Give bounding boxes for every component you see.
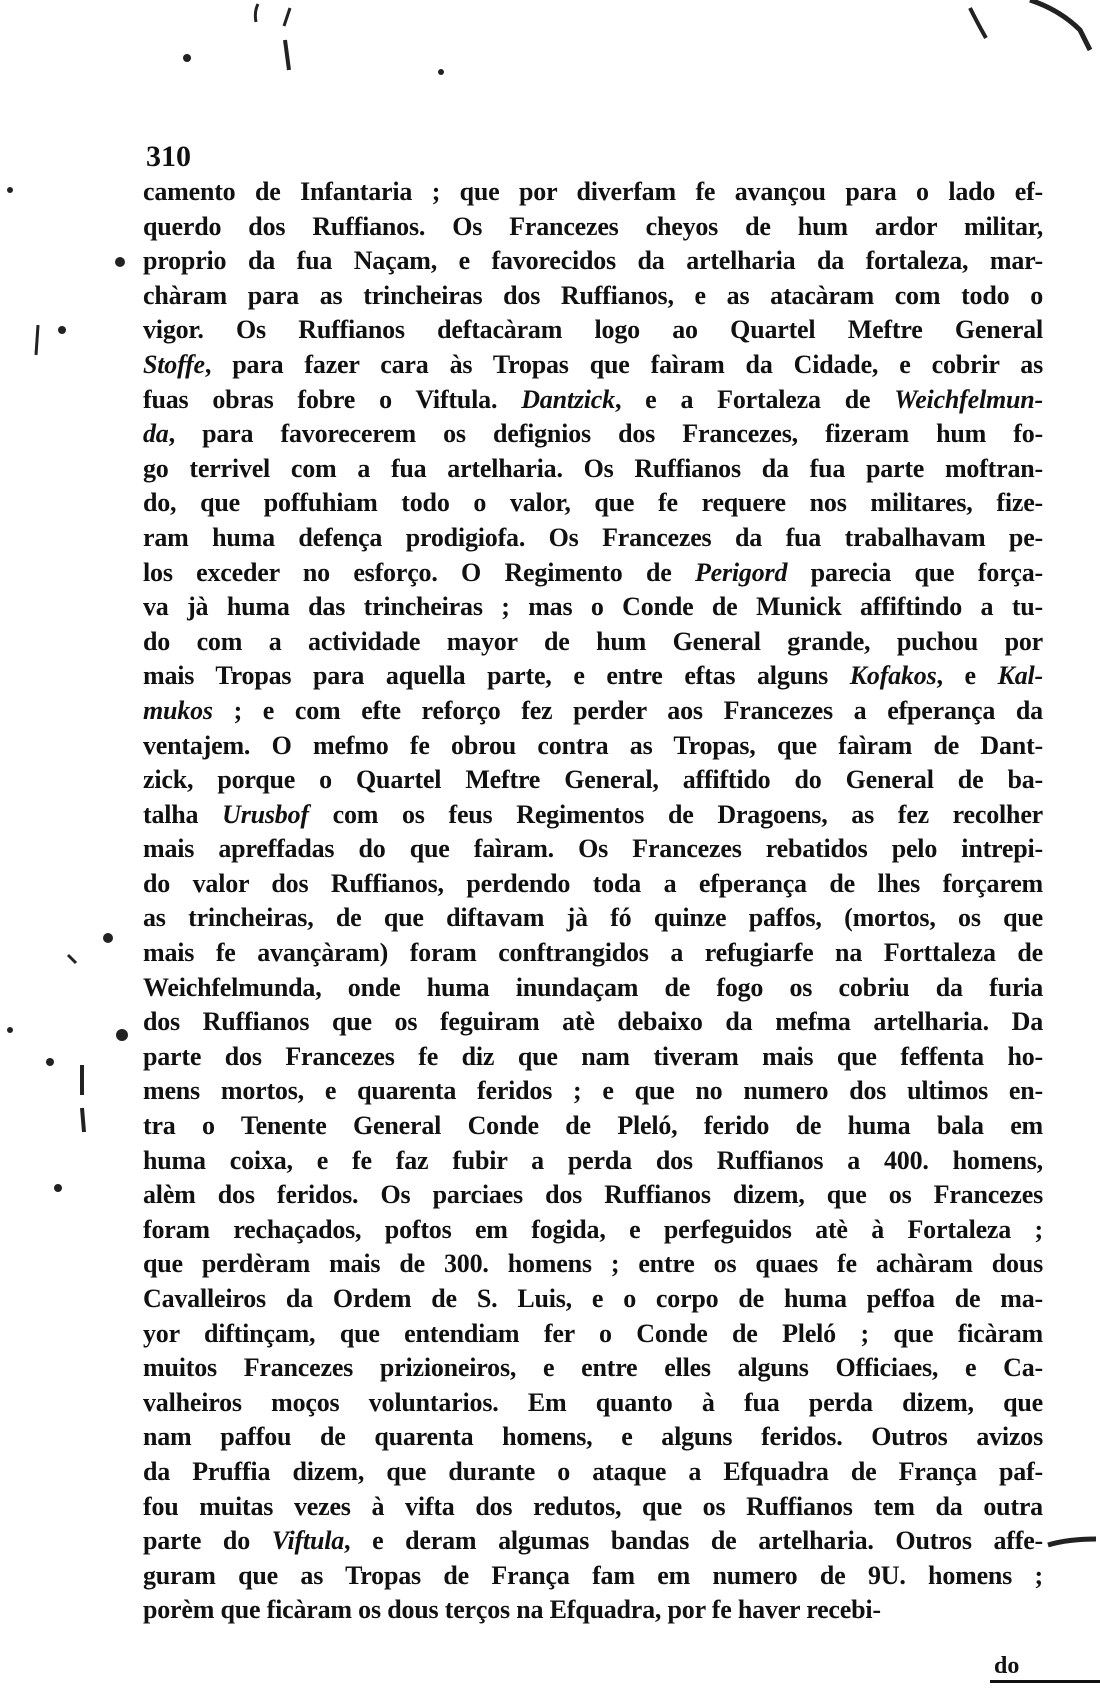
text-line: [143, 313, 1043, 348]
text-run: mais fe avançàram) foram conftrangidos a refugiarfe na Forttaleza de: [143, 938, 1043, 968]
speck-mark: [1030, 0, 1090, 50]
text-line: [143, 1524, 1043, 1559]
speck-dot: [103, 933, 113, 943]
speck-dot: [7, 1027, 13, 1033]
speck-mark: [36, 325, 38, 355]
text-run: querdo dos Ruffianos. Os Francezes cheyos de hum ardor militar,: [143, 211, 1043, 241]
text-line: [143, 625, 1043, 660]
italic-run: Perigord: [694, 557, 788, 587]
text-line: [143, 1144, 1043, 1179]
text-line: [143, 452, 1043, 487]
text-run: tra o Tenente General Conde de Pleló, ferido de huma bala em: [143, 1111, 1043, 1141]
text-run: mens mortos, e quarenta feridos ; e que no numero dos ultimos en-: [143, 1076, 1043, 1106]
speck-dot: [115, 257, 125, 267]
text-line: [143, 175, 1043, 210]
text-run: guram que as Tropas de França fam em numero de 9U. homens ;: [143, 1560, 1043, 1590]
text-run: fou muitas vezes à vifta dos redutos, que os Ruffianos tem da outra: [143, 1491, 1043, 1521]
text-run: parte dos Francezes fe diz que nam tiveram mais que feffenta ho-: [143, 1041, 1043, 1071]
text-line: [143, 1005, 1043, 1040]
italic-run: Kofakos: [849, 661, 937, 691]
text-run: valheiros moços voluntarios. Em quanto à fua perda dizem, que: [143, 1387, 1043, 1417]
text-line: [143, 798, 1043, 833]
text-line: [143, 936, 1043, 971]
text-line: [143, 348, 1043, 383]
text-run: as trincheiras, de que diftavam jà fó quinze paffos, (mortos, os que: [143, 903, 1043, 933]
text-run: que perdèram mais de 300. homens ; entre os quaes fe achàram dous: [143, 1249, 1043, 1279]
catchword: do: [994, 1653, 1020, 1679]
speck-dot: [54, 1184, 62, 1192]
text-run: do, que poffuhiam todo o valor, que fe requere nos militares, fize-: [143, 488, 1043, 518]
page-number: 310: [146, 140, 191, 173]
italic-run: Kal-: [997, 661, 1043, 691]
footer-rule: [990, 1680, 1100, 1683]
text-run: vigor. Os Ruffianos deftacàram logo ao Quartel Meftre General: [143, 315, 1043, 345]
italic-run: Dantzick: [521, 384, 615, 414]
speck-dot: [58, 326, 66, 334]
speck-mark: [284, 8, 290, 26]
text-run: yor diftinçam, que entendiam fer o Conde de Pleló ; que ficàram: [143, 1318, 1043, 1348]
text-run: ventajem. O mefmo fe obrou contra as Tropas, que faìram de Dant-: [143, 730, 1043, 760]
speck-mark: [68, 955, 76, 963]
text-line: [143, 1109, 1043, 1144]
italic-run: Stoffe: [143, 349, 205, 379]
speck-mark: [82, 1108, 84, 1132]
text-run: da Pruffia dizem, que durante o ataque a Efquadra de França paf-: [143, 1456, 1043, 1486]
text-run: muitos Francezes prizioneiros, e entre elles alguns Officiaes, e Ca-: [143, 1353, 1043, 1383]
text-run: parecia que força-: [787, 557, 1043, 587]
text-run: foram rechaçados, poftos em fogida, e perfeguidos atè à Fortaleza ;: [143, 1214, 1043, 1244]
speck-mark: [970, 8, 986, 38]
text-line: [143, 1282, 1043, 1317]
text-run: com os feus Regimentos de Dragoens, as fez recolher: [308, 799, 1043, 829]
speck-dot: [7, 187, 13, 193]
text-run: porèm que ficàram os dous terços na Efquadra, por fe haver recebi-: [143, 1595, 881, 1625]
italic-run: Urusbof: [222, 799, 309, 829]
text-line: [143, 1074, 1043, 1109]
text-line: [143, 971, 1043, 1006]
text-line: [143, 1213, 1043, 1248]
text-line: [143, 486, 1043, 521]
speck-dot: [183, 54, 191, 62]
text-run: do com a actividade mayor de hum General grande, puchou por: [143, 626, 1043, 656]
text-line: [143, 1040, 1043, 1075]
text-run: camento de Infantaria ; que por diverfam fe avançou para o lado ef-: [143, 177, 1043, 206]
text-line: [143, 1386, 1043, 1421]
text-line: [143, 901, 1043, 936]
text-line: [143, 1593, 1043, 1628]
text-line: [143, 659, 1043, 694]
text-line: [143, 1420, 1043, 1455]
text-run: va jà huma das trincheiras ; mas o Conde de Munick affiftindo a tu-: [143, 592, 1043, 622]
text-run: mais Tropas para aquella parte, e entre eftas alguns: [143, 661, 850, 691]
speck-mark: [285, 40, 289, 70]
text-line: [143, 1351, 1043, 1386]
text-run: alèm dos feridos. Os parciaes dos Ruffianos dizem, que os Francezes: [143, 1180, 1043, 1210]
text-run: , e deram algumas bandas de artelharia. Outros affe-: [344, 1526, 1044, 1556]
text-line: [143, 244, 1043, 279]
speck-mark: [255, 4, 258, 22]
body-text: [143, 175, 1043, 1628]
italic-run: Weichfelmun-: [894, 384, 1043, 414]
text-run: mais apreffadas do que faìram. Os Francezes rebatidos pelo intrepi-: [143, 834, 1043, 864]
text-run: do valor dos Ruffianos, perdendo toda a efperança de lhes forçarem: [143, 868, 1043, 898]
speck-dot: [438, 69, 444, 75]
text-run: talha: [143, 799, 223, 829]
text-run: fuas obras fobre o Viftula.: [143, 384, 522, 414]
text-run: ram huma defença prodigiofa. Os Francezes da fua trabalhavam pe-: [143, 522, 1043, 552]
text-line: [143, 210, 1043, 245]
italic-run: da: [143, 419, 169, 449]
text-run: chàram para as trincheiras dos Ruffianos, e as atacàram com todo o: [143, 280, 1043, 310]
text-run: los exceder no esforço. O Regimento de: [143, 557, 695, 587]
speck-dot: [46, 1058, 54, 1066]
text-run: dos Ruffianos que os feguiram atè debaixo da mefma artelharia. Da: [143, 1007, 1043, 1037]
italic-run: Viftula: [271, 1526, 345, 1556]
text-run: nam paffou de quarenta homens, e alguns feridos. Outros avizos: [143, 1422, 1043, 1452]
italic-run: mukos: [143, 695, 213, 725]
speck-dot: [116, 1029, 128, 1041]
text-line: [143, 1247, 1043, 1282]
text-line: [143, 694, 1043, 729]
text-line: [143, 1178, 1043, 1213]
text-run: zick, porque o Quartel Meftre General, affiftido do General de ba-: [143, 765, 1043, 795]
text-line: [143, 729, 1043, 764]
text-line: [143, 1317, 1043, 1352]
text-run: parte do: [143, 1526, 272, 1556]
text-run: , e a Fortaleza de: [614, 384, 895, 414]
text-line: [143, 763, 1043, 798]
text-line: [143, 867, 1043, 902]
text-run: , para favorecerem os defignios dos Francezes, fizeram hum fo-: [168, 419, 1043, 449]
text-line: [143, 556, 1043, 591]
text-run: Weichfelmunda, onde huma inundaçam de fogo os cobriu da furia: [143, 972, 1043, 1002]
text-line: [143, 383, 1043, 418]
text-line: [143, 417, 1043, 452]
text-run: huma coixa, e fe faz fubir a perda dos Ruffianos a 400. homens,: [143, 1145, 1043, 1175]
text-line: [143, 279, 1043, 314]
text-run: Cavalleiros da Ordem de S. Luis, e o corpo de huma peffoa de ma-: [143, 1284, 1043, 1313]
text-line: [143, 832, 1043, 867]
text-line: [143, 521, 1043, 556]
text-line: [143, 1490, 1043, 1525]
speck-mark: [1048, 1539, 1096, 1545]
text-line: [143, 1559, 1043, 1594]
text-run: ; e com efte reforço fez perder aos Francezes a efperança da: [212, 695, 1043, 725]
text-run: , para fazer cara às Tropas que faìram da Cidade, e cobrir as: [204, 349, 1043, 379]
text-line: [143, 590, 1043, 625]
text-run: , e: [936, 661, 998, 691]
text-line: [143, 1455, 1043, 1490]
text-run: proprio da fua Naçam, e favorecidos da artelharia da fortaleza, mar-: [143, 246, 1043, 276]
text-run: go terrivel com a fua artelharia. Os Ruffianos da fua parte moftran-: [143, 453, 1043, 483]
